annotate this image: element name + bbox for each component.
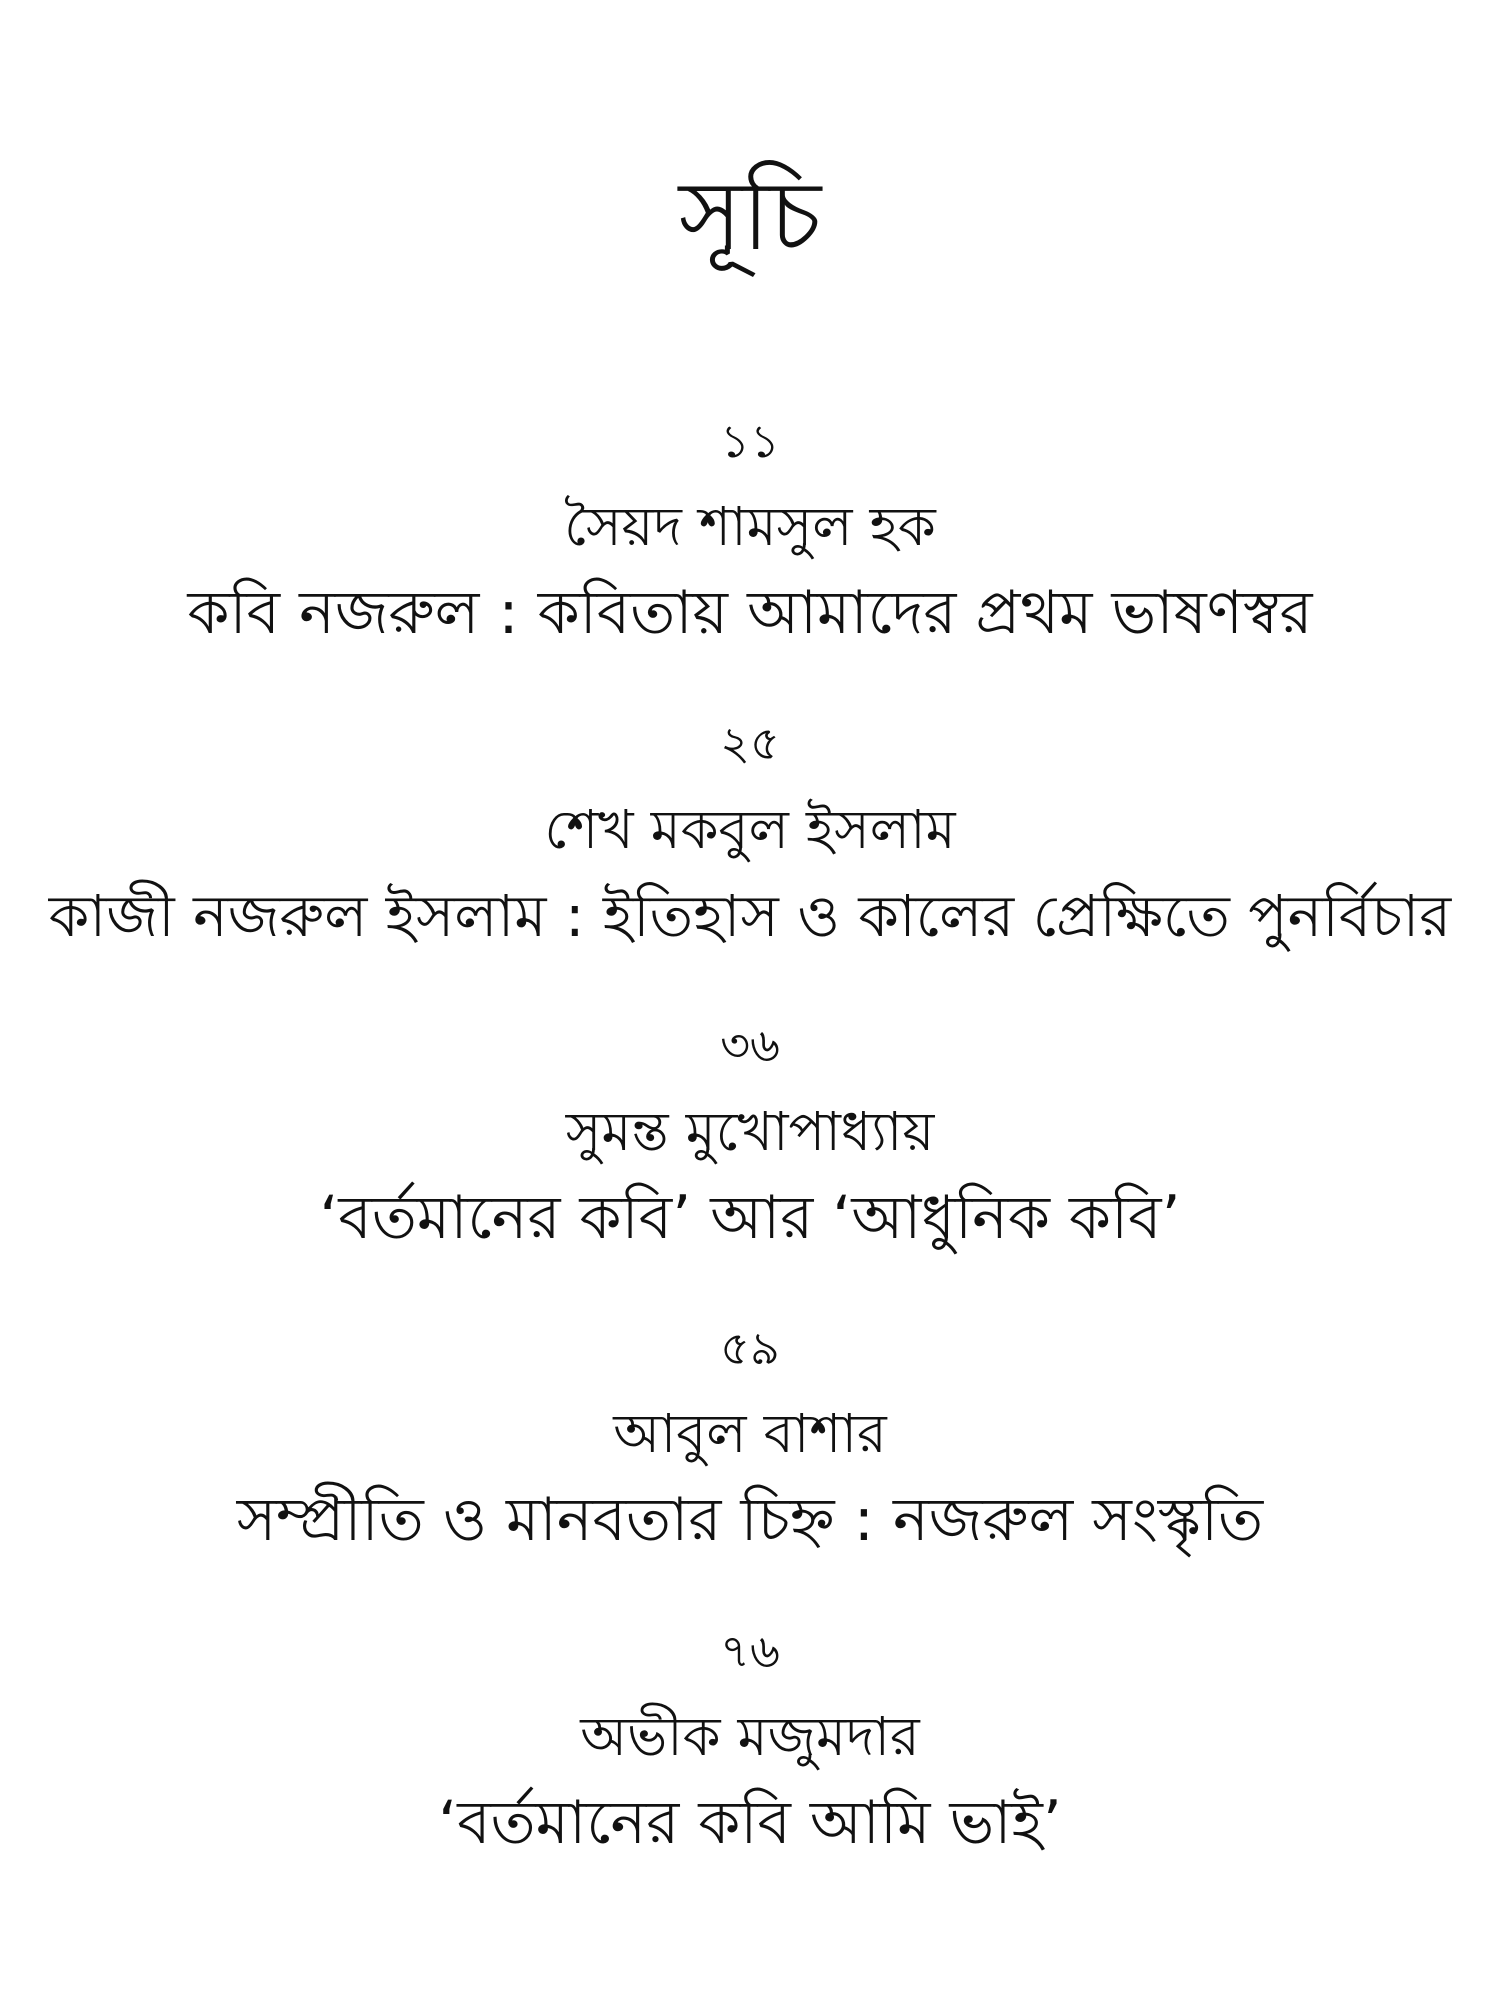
entry-page-number: ১১ [720, 414, 780, 468]
entry-page-number: ২৫ [720, 716, 780, 770]
entry-author: আবুল বাশার [613, 1402, 887, 1465]
entry-author: সুমন্ত মুখোপাধ্যায় [565, 1100, 935, 1163]
entry-title: সম্প্রীতি ও মানবতার চিহ্ন : নজরুল সংস্কৃতি [236, 1485, 1264, 1555]
entry-title: ‘বর্তমানের কবি’ আর ‘আধুনিক কবি’ [319, 1183, 1181, 1253]
entry-page-number: ৩৬ [720, 1018, 780, 1072]
entry-author: শেখ মকবুল ইসলাম [544, 798, 956, 861]
entry-title: কবি নজরুল : কবিতায় আমাদের প্রথম ভাষণস্বর [187, 578, 1313, 648]
entry-title: ‘বর্তমানের কবি আমি ভাই’ [438, 1788, 1062, 1858]
entry-author: অভীক মজুমদার [580, 1705, 920, 1768]
entry-author: সৈয়দ শামসুল হক [564, 495, 936, 558]
page-title: সূচি [678, 160, 822, 272]
entry-page-number: ৫৯ [720, 1321, 780, 1375]
entry-page-number: ৭৬ [720, 1624, 780, 1678]
entry-title: কাজী নজরুল ইসলাম : ইতিহাস ও কালের প্রেক্ষিতে পুনর্বিচার [48, 882, 1452, 950]
